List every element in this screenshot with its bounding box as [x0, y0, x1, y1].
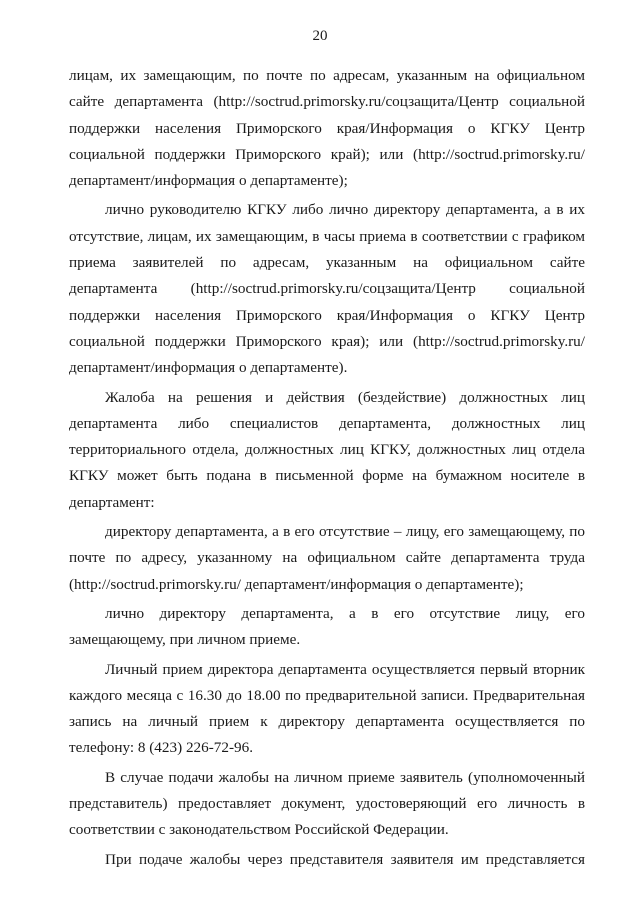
paragraph-complaint-written-form: Жалоба на решения и действия (бездействие) должностных лиц департамента либо специалистов департамента, должностных лиц территориального отдела, должностных лиц КГКУ, должностных лиц отдела КГКУ может быть подана в письменной форме на бумажном носителе в департамент:: [69, 388, 585, 511]
paragraph-in-person-submission: лично руководителю КГКУ либо лично директору департамента, а в их отсутствие, лицам, их замещающим, в часы приема в соответствии с графиком приема заявителей по адресам, указанным на официальном сайте департамента (http://soctrud.primorsky.ru/соцзащита/Центр социальной поддержки населения Приморского края/Информация о КГКУ Центр социальной поддержки Приморского края); или (http://soctrud.primorsky.ru/департамент/информация о департаменте).: [69, 201, 585, 377]
paragraph-director-in-person: лично директору департамента, а в его отсутствие лицу, его замещающему, при личном приеме.: [69, 604, 585, 649]
paragraph-mail-addresses: лицам, их замещающим, по почте по адресам, указанным на официальном сайте департамента (http://soctrud.primorsky.ru/соцзащита/Центр социальной поддержки населения Приморского края/Информация о КГКУ Центр социальной поддержки Приморского край); или (http://soctrud.primorsky.ru/департамент/информация о департаменте);: [69, 67, 585, 190]
paragraph-identity-document: В случае подачи жалобы на личном приеме заявитель (уполномоченный представитель) предоставляет документ, удостоверяющий его личность в соответствии с законодательством Российской Федерации.: [69, 768, 585, 839]
document-body: [69, 63, 585, 873]
paragraph-director-by-mail: директору департамента, а в его отсутствие – лицу, его замещающему, по почте по адресу, указанному на официальном сайте департамента труда (http://soctrud.primorsky.ru/ департамент/информация о департаменте);: [69, 523, 585, 593]
paragraph-representative: При подаче жалобы через представителя заявителя им представляется: [105, 850, 585, 868]
page-number: 20: [312, 28, 328, 44]
paragraph-reception-schedule: Личный прием директора департамента осуществляется первый вторник каждого месяца с 16.30 до 18.00 по предварительной записи. Предварительная запись на личный прием к директору департамента осуществляется по телефону: 8 (423) 226-72-96.: [69, 660, 585, 757]
